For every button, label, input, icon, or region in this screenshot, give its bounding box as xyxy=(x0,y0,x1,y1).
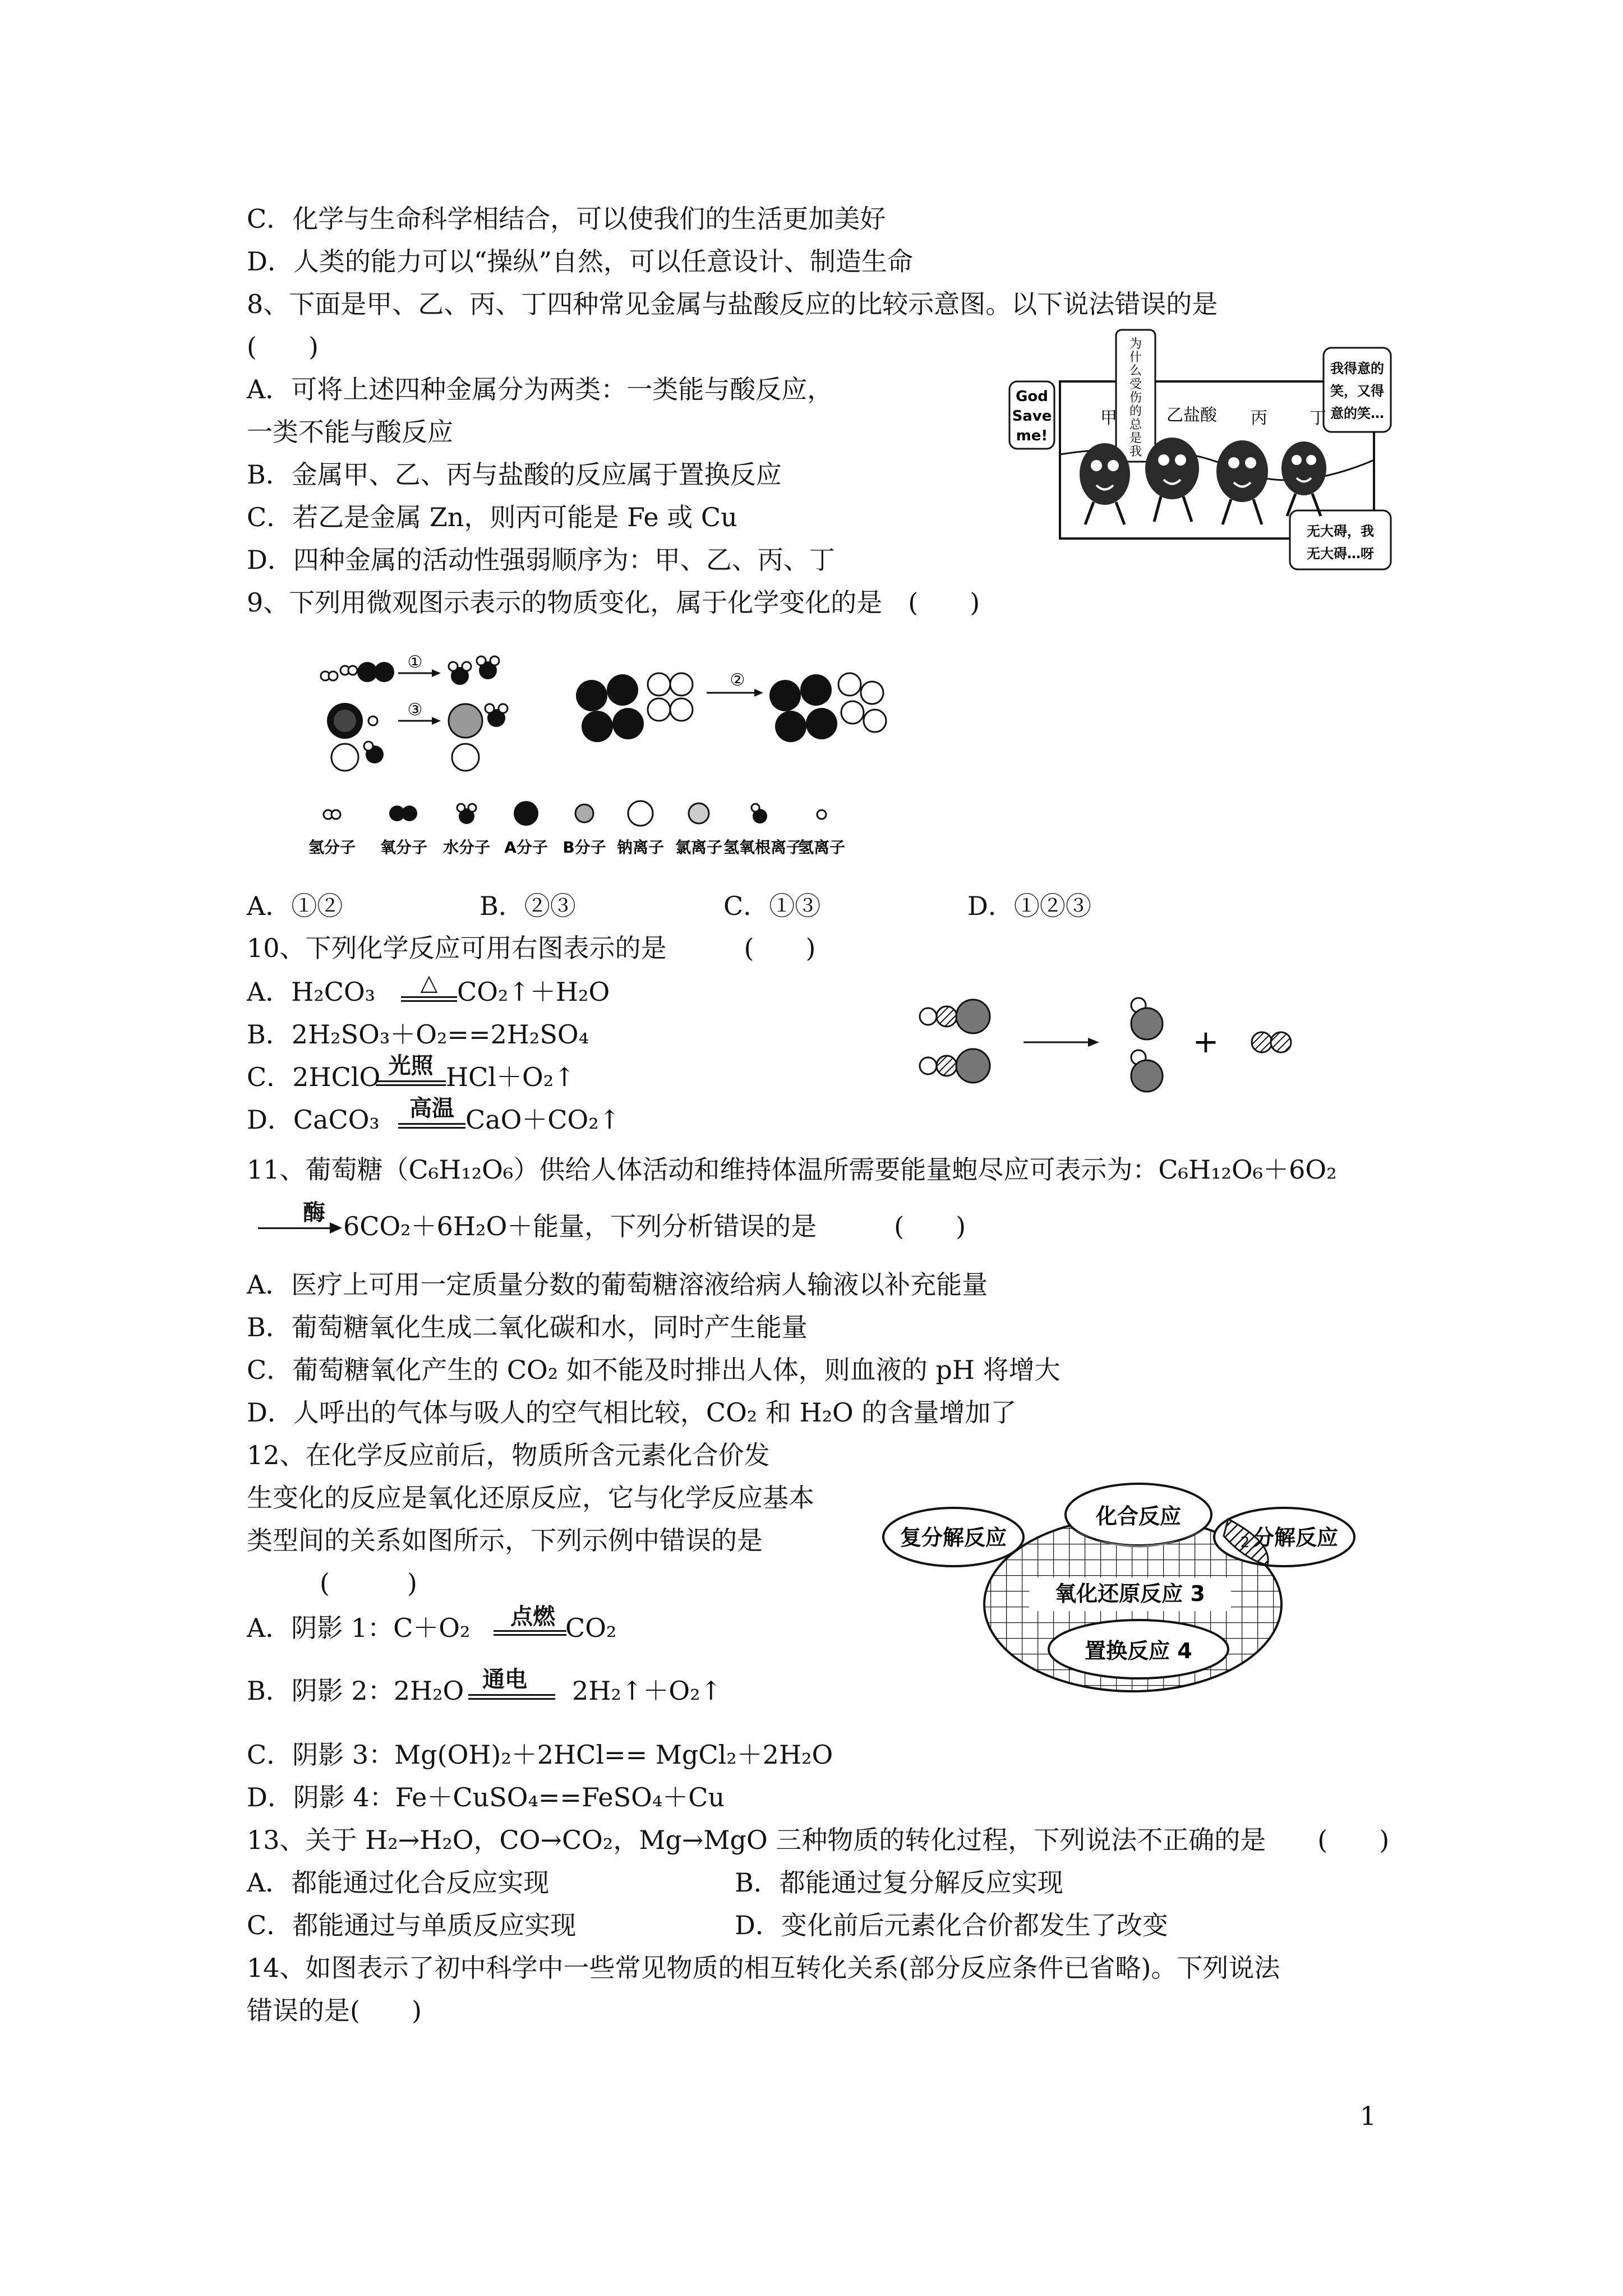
q8-stem: 8、下面是甲、乙、丙、丁四种常见金属与盐酸反应的比较示意图。以下说法错误的是 xyxy=(247,289,1218,319)
label-double-decomposition: 复分解反应 xyxy=(900,1525,1007,1550)
bubble-right-2: 笑，又得 xyxy=(1330,383,1384,399)
q12-b-equals xyxy=(468,1694,555,1700)
label-decomposition: 分解反应 xyxy=(1252,1525,1339,1550)
q8-option-b: B．金属甲、乙、丙与盐酸的反应属于置换反应 xyxy=(247,459,782,490)
q8-option-a-cont: 一类不能与酸反应 xyxy=(247,417,453,447)
q7-option-c: C．化学与生命科学相结合，可以使我们的生活更加美好 xyxy=(247,204,886,234)
q10-molecule-figure xyxy=(914,993,1324,1099)
reaction-3 xyxy=(327,700,508,771)
q12-option-b-right: 2H₂↑＋O₂↑ xyxy=(572,1676,722,1706)
q8-blank: ( ) xyxy=(247,332,319,362)
label-ding: 丁 xyxy=(1310,408,1326,428)
q11-arrow-head xyxy=(330,1222,342,1234)
q12-option-a-left: A．阴影 1：C＋O₂ xyxy=(247,1613,471,1643)
bubble-top-5: 伤 xyxy=(1129,391,1142,405)
bubble-top-4: 受 xyxy=(1129,378,1142,392)
q7-option-d: D．人类的能力可以“操纵”自然，可以任意设计、制造生命 xyxy=(247,246,913,277)
metal-acid-cartoon-figure xyxy=(1004,325,1396,575)
q8-option-c: C．若乙是金属 Zn，则丙可能是 Fe 或 Cu xyxy=(247,502,737,532)
bubble-top-9: 我 xyxy=(1129,445,1142,459)
legend-o2: 氧分子 xyxy=(380,838,428,857)
q11-stem-tail: 6CO₂＋6H₂O＋能量，下列分析错误的是 ( ) xyxy=(343,1211,966,1241)
legend-h2: 氢分子 xyxy=(308,838,356,857)
q10-option-b: B．2H₂SO₃＋O₂==2H₂SO₄ xyxy=(247,1019,589,1050)
q13-stem: 13、关于 H₂→H₂O，CO→CO₂，Mg→MgO 三种物质的转化过程，下列说法不正确的是 ( ) xyxy=(247,1825,1390,1855)
reaction-type-venn-figure xyxy=(880,1481,1385,1700)
legend-oh: 氢氧根离子 xyxy=(723,838,803,857)
q10-c-equals xyxy=(376,1080,446,1086)
micro-diagram-figure xyxy=(308,645,942,858)
q12-stem-3: 类型间的关系如图所示，下列示例中错误的是 xyxy=(247,1525,763,1556)
q12-stem-1: 12、在化学反应前后，物质所含元素化合价发 xyxy=(247,1440,770,1470)
q12-stem-2: 生变化的反应是氧化还原反应，它与化学反应基本 xyxy=(247,1483,814,1513)
q13-option-c: C．都能通过与单质反应实现 xyxy=(247,1910,577,1940)
bubble-left-line-2: Save xyxy=(1012,408,1052,425)
q12-blank: ( ) xyxy=(320,1568,417,1598)
q12-a-equals xyxy=(494,1630,566,1636)
q14-stem-2: 错误的是( ) xyxy=(247,1995,422,2026)
q11-option-c: C．葡萄糖氧化产生的 CO₂ 如不能及时排出人体，则血液的 pH 将增大 xyxy=(247,1355,1061,1385)
q10-option-a-right: CO₂↑＋H₂O xyxy=(457,977,610,1007)
q11-option-a: A．医疗上可用一定质量分数的葡萄糖溶液给病人输液以补充能量 xyxy=(247,1269,988,1300)
q9-option-a: A．①② xyxy=(247,891,343,921)
q10-stem: 10、下列化学反应可用右图表示的是 ( ) xyxy=(247,933,816,963)
label-yi-hcl: 乙盐酸 xyxy=(1166,406,1217,425)
bubble-top-6: 的 xyxy=(1129,404,1142,418)
step-3-label: ③ xyxy=(407,700,423,720)
reaction-1 xyxy=(321,652,499,685)
q12-option-c: C．阴影 3：Mg(OH)₂＋2HCl== MgCl₂＋2H₂O xyxy=(247,1740,833,1770)
q10-option-d-right: CaO＋CO₂↑ xyxy=(465,1105,621,1135)
legend-na: 钠离子 xyxy=(616,838,665,857)
label-replacement: 置换反应 4 xyxy=(1085,1639,1192,1663)
bubble-top-1: 为 xyxy=(1129,337,1142,351)
bubble-top-7: 总 xyxy=(1129,418,1142,432)
q9-option-c: C．①③ xyxy=(723,891,821,921)
bubble-top-2: 什 xyxy=(1129,351,1142,365)
page-number: 1 xyxy=(1359,2101,1376,2131)
label-combination: 化合反应 xyxy=(1095,1504,1182,1529)
q8-option-a: A．可将上述四种金属分为两类：一类能与酸反应， xyxy=(247,374,833,404)
metal-characters xyxy=(1080,438,1326,524)
q10-c-condition: 光照 xyxy=(388,1052,434,1079)
q9-stem: 9、下列用微观图示表示的物质变化，属于化学变化的是 ( ) xyxy=(247,587,980,618)
q12-a-condition: 点燃 xyxy=(510,1603,555,1630)
legend-a: A分子 xyxy=(504,838,548,857)
legend-h: 氢离子 xyxy=(797,838,846,857)
reaction-2 xyxy=(576,670,886,742)
label-bing: 丙 xyxy=(1251,408,1267,428)
q9-option-b: B．②③ xyxy=(479,891,576,921)
q11-enzyme-condition: 酶 xyxy=(303,1199,325,1226)
label-jia: 甲 xyxy=(1100,408,1117,428)
step-2-label: ② xyxy=(730,670,745,690)
q13-option-a: A．都能通过化合反应实现 xyxy=(247,1867,550,1898)
bubble-top-8: 是 xyxy=(1129,431,1142,445)
legend-h2o: 水分子 xyxy=(442,838,491,857)
q11-arrow-line xyxy=(258,1227,331,1229)
bubble-bottom-2: 无大碍…呀 xyxy=(1307,546,1374,562)
bubble-right-3: 意的笑… xyxy=(1330,406,1384,421)
q13-option-d: D．变化前后元素化合价都发生了改变 xyxy=(735,1910,1168,1940)
q11-option-d: D．人呼出的气体与吸人的空气相比较，CO₂ 和 H₂O 的含量增加了 xyxy=(247,1397,1017,1428)
q10-option-a-left: A．H₂CO₃ xyxy=(247,977,376,1007)
legend-cl: 氯离子 xyxy=(675,838,723,857)
q11-option-b: B．葡萄糖氧化生成二氧化碳和水，同时产生能量 xyxy=(247,1312,808,1342)
step-1-label: ① xyxy=(407,652,423,672)
q12-b-condition: 通电 xyxy=(482,1666,527,1692)
q10-option-c-right: HCl＋O₂↑ xyxy=(446,1062,575,1092)
q14-stem-1: 14、如图表示了初中科学中一些常见物质的相互转化关系(部分反应条件已省略)。下列说法 xyxy=(247,1953,1280,1983)
bubble-bottom-1: 无大碍，我 xyxy=(1307,523,1374,539)
legend-b: B分子 xyxy=(562,838,606,857)
q10-a-equals xyxy=(401,996,457,1002)
q10-d-equals xyxy=(398,1123,465,1129)
shade-1-mark: 1 xyxy=(1135,1530,1145,1547)
bubble-left-line-3: me! xyxy=(1016,427,1048,444)
q12-option-a-right: CO₂ xyxy=(565,1613,617,1643)
q12-option-b-left: B．阴影 2：2H₂O xyxy=(247,1676,464,1706)
svg-text:+: + xyxy=(1192,1024,1219,1060)
bubble-right-1: 我得意的 xyxy=(1330,361,1384,376)
legend-symbols xyxy=(324,801,826,826)
q8-option-d: D．四种金属的活动性强弱顺序为：甲、乙、丙、丁 xyxy=(247,545,835,575)
q10-option-c-left: C．2HClO xyxy=(247,1062,381,1092)
q11-stem: 11、葡萄糖（C₆H₁₂O₆）供给人体活动和维持体温所需要能量蚫尽应可表示为：C₆H₁₂O₆＋6O₂ xyxy=(247,1154,1337,1185)
q13-option-b: B．都能通过复分解反应实现 xyxy=(735,1867,1063,1898)
q10-option-d-left: D．CaCO₃ xyxy=(247,1105,380,1135)
bubble-left-line-1: God xyxy=(1016,388,1048,405)
q10-d-condition: 高温 xyxy=(409,1095,454,1121)
bubble-top-3: 么 xyxy=(1129,364,1142,378)
q12-option-d: D．阴影 4：Fe＋CuSO₄==FeSO₄＋Cu xyxy=(247,1782,725,1812)
q10-a-condition: △ xyxy=(420,969,438,996)
q9-option-d: D．①②③ xyxy=(967,891,1091,921)
shade-2-mark: 2 xyxy=(1240,1534,1250,1551)
label-redox: 氧化还原反应 3 xyxy=(1055,1581,1205,1606)
